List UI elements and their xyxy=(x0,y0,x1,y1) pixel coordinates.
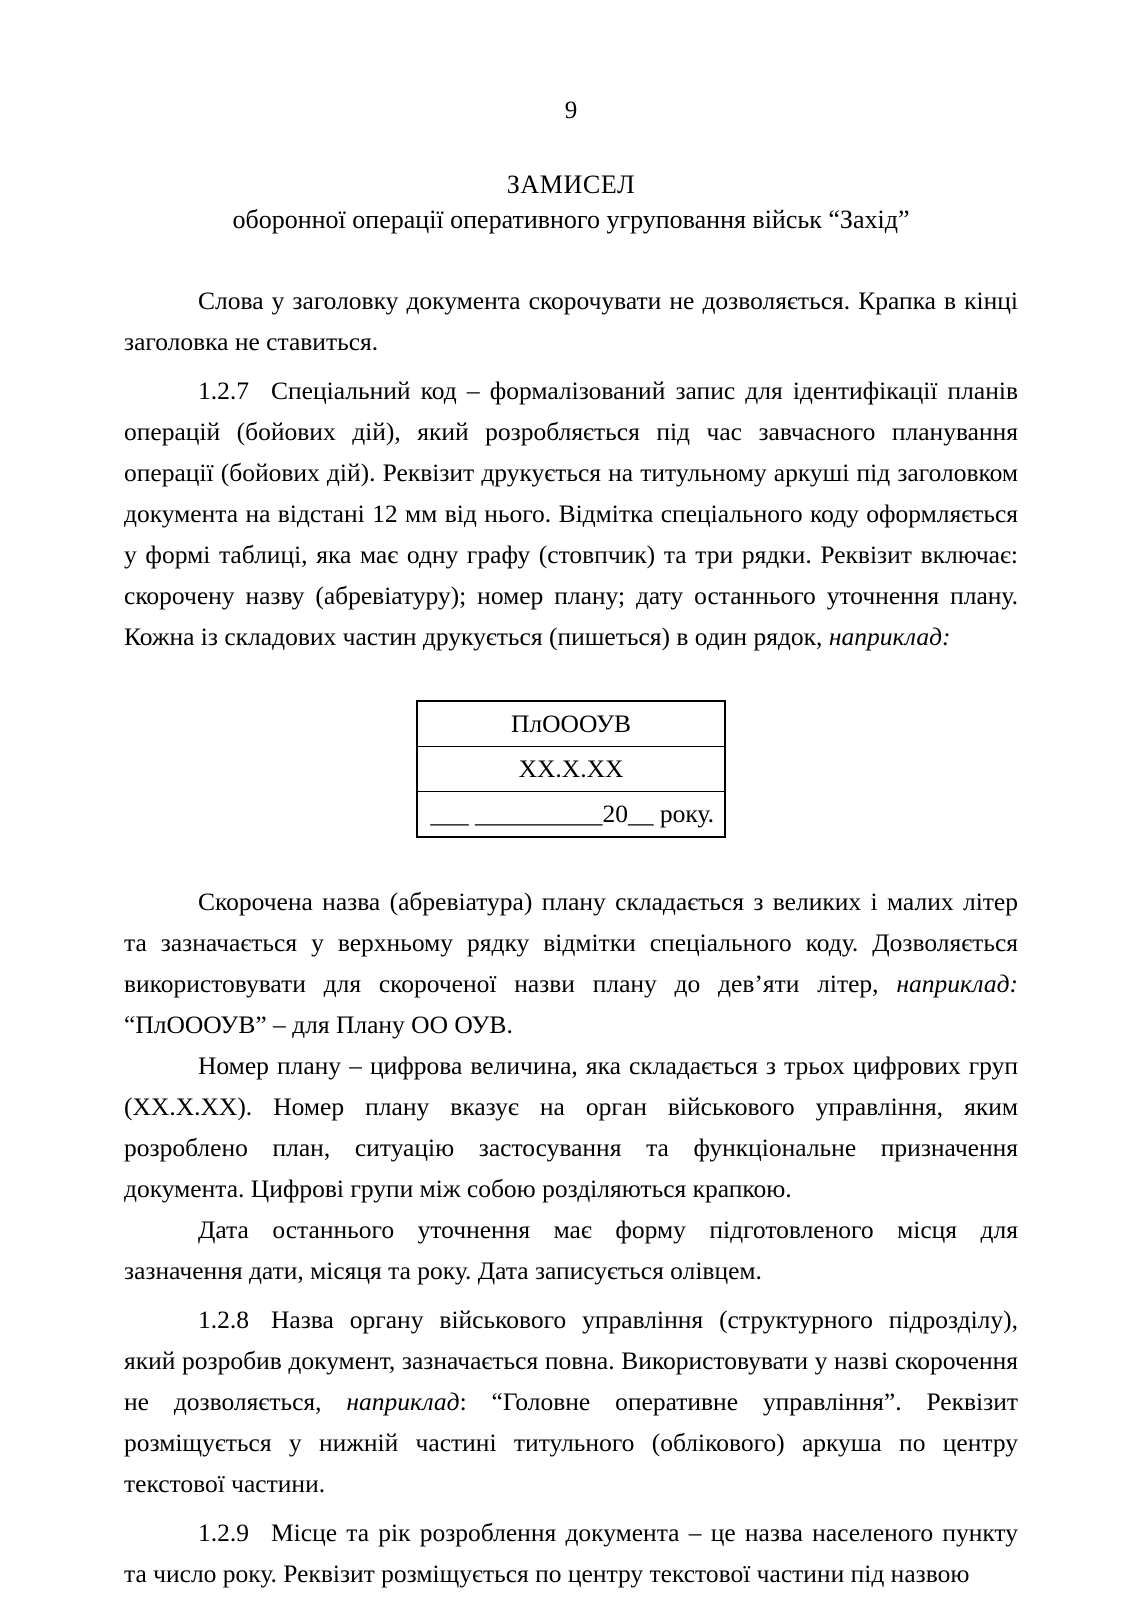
clause-body-1-2-7: Спеціальний код – формалізований запис для ідентифікації планів операцій (бойових дій), який розробляється під час завчасного планування операції (бойових дій). Реквізит друкується на титульному аркуші під заголовком документа на відстані 12 мм від нього. Відмітка спеціального коду оформляється у формі таблиці, яка має одну графу (стовпчик) та три рядки. Реквізит включає: скорочену назву (абревіатуру); номер плану; дату останнього уточнення плану. Кожна із складових частин друкується (пишеться) в один рядок, xyxy=(124,376,1018,652)
page-number: 9 xyxy=(564,97,578,124)
spacer xyxy=(124,838,1018,881)
spacer xyxy=(124,237,1018,280)
table-cell-date: ___ __________20__ року. xyxy=(417,792,725,838)
clause-number-1-2-8: 1.2.8 xyxy=(198,1305,249,1335)
emphasis-example-1: наприклад: xyxy=(828,622,951,652)
special-code-table-wrapper xyxy=(124,700,1018,838)
spacer xyxy=(124,1504,1018,1512)
table-row xyxy=(417,792,725,838)
paragraph-abbreviation xyxy=(124,881,1018,1045)
document-content xyxy=(124,168,1018,1594)
spacer xyxy=(124,362,1018,370)
spacer xyxy=(124,657,1018,700)
paragraph-1-2-9 xyxy=(124,1512,1018,1594)
spacer xyxy=(124,1291,1018,1299)
paragraph-abbreviation-tail: “ПлОООУВ” – для Плану ОО ОУВ. xyxy=(124,1010,513,1040)
special-code-table xyxy=(416,700,726,838)
paragraph-date: Дата останнього уточнення має форму підготовленого місця для зазначення дати, місяця та року. Дата записується олівцем. xyxy=(124,1215,1018,1286)
paragraph-intro: Слова у заголовку документа скорочувати не дозволяється. Крапка в кінці заголовка не ставиться. xyxy=(124,286,1018,357)
paragraph-1-2-7 xyxy=(124,370,1018,657)
emphasis-example-3: наприклад xyxy=(346,1387,460,1417)
paragraph-abbreviation-body: Скорочена назва (абревіатура) плану складається з великих і малих літер та зазначається у верхньому рядку відмітки спеціального коду. Дозволяється використовувати для скороченої назви плану до дев’яти літер, xyxy=(124,887,1018,999)
page-title: ЗАМИСЕЛ xyxy=(506,170,636,199)
page-subtitle: оборонної операції оперативного угруповання військ “Захід” xyxy=(232,205,910,235)
emphasis-example-2: наприклад: xyxy=(896,969,1018,999)
paragraph-1-2-8 xyxy=(124,1299,1018,1504)
clause-number-1-2-9: 1.2.9 xyxy=(198,1518,249,1548)
clause-tail-1-2-8: : “Головне оперативне управління”. Реквізит розміщується у нижній частині титульного (облікового) аркуша по центру текстової частини. xyxy=(124,1387,1019,1499)
table-row xyxy=(417,701,725,747)
table-cell-plan-number: XX.X.XX xyxy=(417,747,725,792)
clause-body-1-2-9: Місце та рік розроблення документа – це назва населеного пункту та число року. Реквізит розміщується по центру текстової частини під назвою xyxy=(124,1518,1018,1589)
clause-body-1-2-8: Назва органу військового управління (структурного підрозділу), який розробив документ, зазначається повна. Використовувати у назві скорочення не дозволяється, xyxy=(124,1305,1018,1417)
paragraph-plan-number: Номер плану – цифрова величина, яка складається з трьох цифрових груп (XX.X.XX). Номер плану вказує на орган військового управління, яким розроблено план, ситуацію застосування та функціональне призначення документа. Цифрові групи між собою розділяються крапкою. xyxy=(124,1051,1018,1204)
table-cell-abbreviation: ПлОООУВ xyxy=(417,701,725,747)
clause-number-1-2-7: 1.2.7 xyxy=(198,376,249,406)
table-row xyxy=(417,747,725,792)
